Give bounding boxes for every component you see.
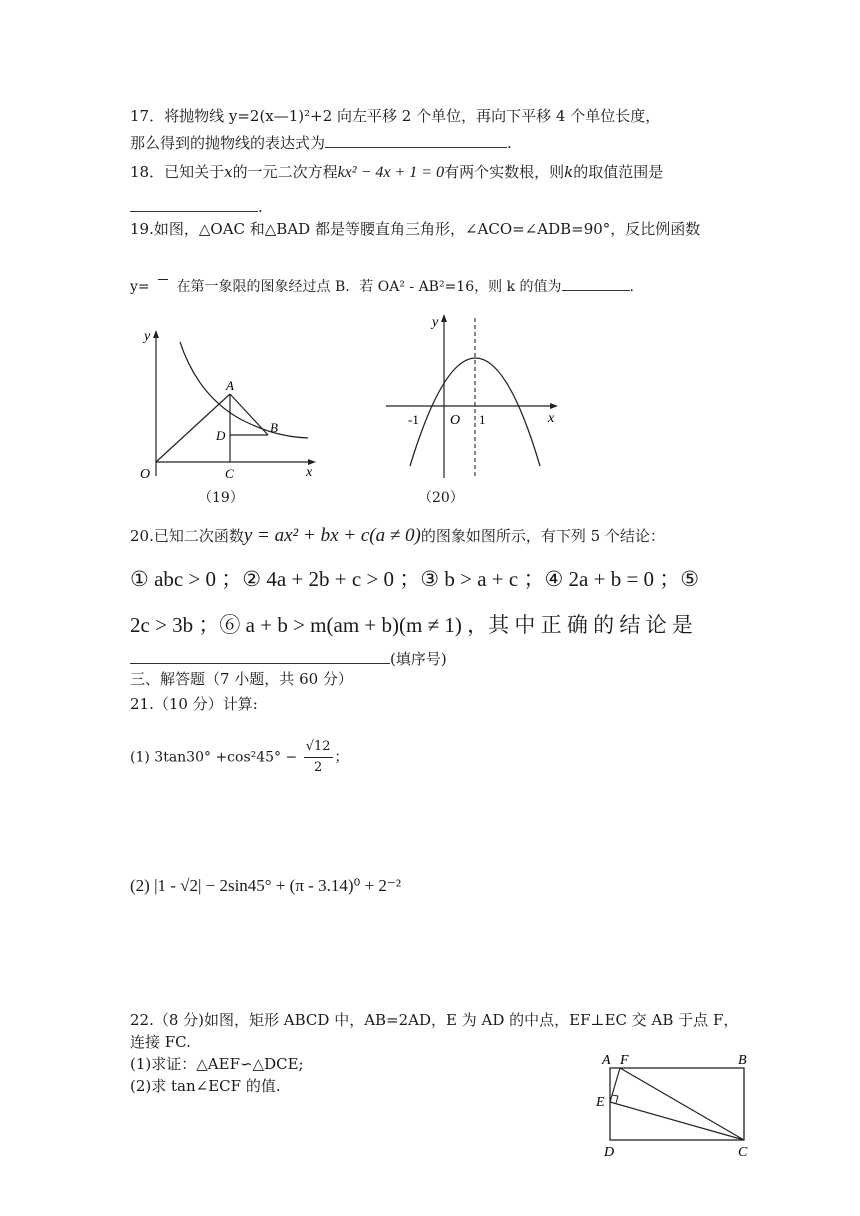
- fig22-segment-FE: [610, 1068, 620, 1102]
- q18-text-d: 的取值范围是: [573, 163, 664, 181]
- q20-line1: [130, 526, 665, 546]
- fig19-hyperbola: [180, 342, 308, 438]
- fig20-label-O: O: [450, 413, 461, 428]
- q21-part1: [130, 737, 349, 778]
- fig19-y-arrow: [153, 330, 159, 338]
- q18-answer-blank[interactable]: [130, 196, 258, 212]
- q18-text-b: 的一元二次方程: [232, 163, 338, 181]
- fig22-segment-FC: [620, 1068, 744, 1140]
- q19-line1: 19.如图，△OAC 和△BAD 都是等腰直角三角形，∠ACO=∠ADB=90°，反比例函数: [130, 220, 701, 238]
- fig20-label-one: 1: [479, 412, 486, 427]
- q21-part1-text: (1) 3tan30° +cos²45° −: [130, 749, 298, 766]
- fig20-label-y: y: [432, 315, 439, 330]
- figure-20: [380, 308, 570, 483]
- q18-line2: [130, 196, 263, 217]
- fig22-label-B: B: [738, 1053, 747, 1068]
- q21-title: 21.（10 分）计算:: [130, 695, 258, 713]
- q22-line2: 连接 FC.: [130, 1033, 191, 1051]
- q17-text: 那么得到的抛物线的表达式为: [130, 134, 326, 152]
- fig20-caption: （20）: [418, 490, 464, 506]
- q18-end: .: [258, 198, 263, 216]
- q20-conclusions-line2: 2c > 3b ；⑥ a + b > m(am + b)(m ≠ 1) ，其 中 正 确 的 结 论 是: [130, 613, 693, 637]
- q18-text-a: 18．已知关于: [130, 163, 225, 181]
- q19-text: 在第一象限的图象经过点 B．若 OA² - AB²=16，则 k 的值为: [176, 279, 562, 295]
- fig22-label-C: C: [738, 1145, 748, 1160]
- fig20-x-arrow: [550, 403, 558, 409]
- q17-line1: 17．将抛物线 y=2(x—1)²+2 向左平移 2 个单位，再向下平移 4 个单位长度，: [130, 107, 661, 125]
- q20-equation: y = ax² + bx + c(a ≠ 0): [243, 525, 421, 546]
- fig22-label-E: E: [596, 1095, 605, 1110]
- q21-fraction-den: 2: [313, 760, 323, 775]
- fig19-label-O: O: [140, 467, 151, 482]
- fig20-label-neg1: -1: [408, 412, 419, 427]
- fig22-label-D: D: [604, 1145, 615, 1160]
- q20-suffix: (填序号): [390, 650, 447, 668]
- q19-end: .: [629, 279, 634, 295]
- fig19-label-B: B: [270, 420, 278, 435]
- fig20-y-arrow: [441, 314, 447, 322]
- fig20-label-x: x: [548, 411, 555, 426]
- q17-line2: [130, 132, 512, 153]
- fig22-label-A: A: [602, 1053, 611, 1068]
- fig22-right-angle-mark: [612, 1095, 618, 1103]
- fig19-label-x: x: [306, 465, 313, 480]
- fig19-segment-AB: [230, 394, 268, 435]
- fig22-segment-EC: [610, 1102, 744, 1140]
- q18-equation: kx² − 4x + 1 = 0: [337, 164, 445, 181]
- fig19-label-y: y: [144, 329, 151, 344]
- q21-part2: (2) |1 - √2| − 2sin45° + (π - 3.14)⁰ + 2⁻²: [130, 876, 401, 895]
- q20-text-a: 20.已知二次函数: [130, 527, 244, 545]
- q21-fraction-num: √12: [304, 737, 333, 758]
- q20-line3: [130, 648, 447, 669]
- q18-var-k: k: [564, 163, 574, 181]
- q21-part1-fraction: [304, 737, 333, 778]
- q22-part1: (1)求证：△AEF∽△DCE;: [130, 1055, 304, 1073]
- q18-line1: [130, 162, 663, 183]
- q22-part2: (2)求 tan∠ECF 的值.: [130, 1077, 281, 1095]
- figure-22: [590, 1050, 760, 1160]
- fig19-label-A: A: [226, 378, 234, 393]
- q20-conclusions-line1: ① abc > 0 ；② 4a + 2b + c > 0 ；③ b > a + c ；④ 2a + b = 0 ；⑤: [130, 567, 700, 591]
- fig19-label-D: D: [216, 428, 226, 443]
- fig22-label-F: F: [620, 1053, 629, 1068]
- q18-text-c: 有两个实数根，则: [444, 163, 565, 181]
- q17-end: .: [507, 134, 512, 152]
- q21-part1-end: ；: [334, 749, 349, 766]
- q19-line2: [130, 277, 634, 297]
- section3-heading: 三、解答题（7 小题，共 60 分）: [130, 670, 353, 688]
- fig22-rectangle: [610, 1068, 744, 1140]
- q19-prefix: y=: [130, 279, 150, 295]
- q20-text-b: 的图象如图所示，有下列 5 个结论：: [420, 527, 665, 545]
- fig19-caption: （19）: [198, 490, 244, 506]
- q17-answer-blank[interactable]: [325, 132, 507, 148]
- q18-var-x: x: [224, 163, 233, 181]
- q22-line1: 22.（8 分)如图，矩形 ABCD 中，AB=2AD，E 为 AD 的中点，EF⊥EC 交 AB 于点 F，: [130, 1011, 739, 1029]
- figure-19: [130, 318, 330, 488]
- q20-answer-blank[interactable]: [130, 648, 390, 664]
- fig19-label-C: C: [225, 466, 234, 481]
- q19-answer-blank[interactable]: [562, 277, 630, 291]
